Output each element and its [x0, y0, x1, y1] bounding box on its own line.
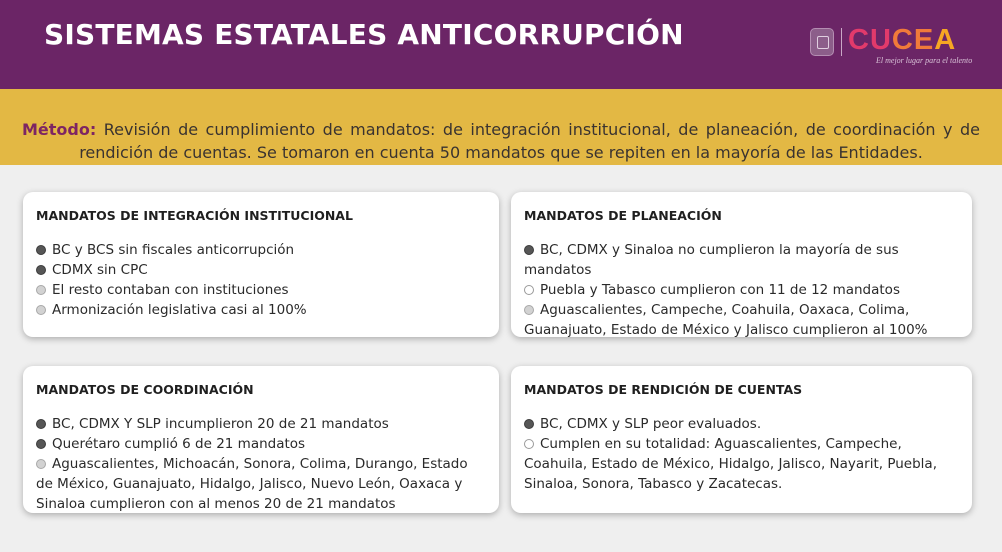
card-planeacion: [511, 192, 972, 337]
card-list: [36, 240, 487, 320]
list-item: [36, 240, 487, 260]
method-label: Método:: [22, 120, 97, 139]
card-title: MANDATOS DE COORDINACIÓN: [36, 382, 254, 397]
logo-tagline: El mejor lugar para el talento: [876, 56, 973, 65]
bullet-light-icon: [36, 285, 46, 295]
method-description: [22, 118, 980, 164]
list-item-text: BC, CDMX y SLP peor evaluados.: [540, 416, 762, 432]
list-item: [36, 434, 487, 454]
logo-divider: [841, 28, 842, 56]
list-item-text: BC, CDMX y Sinaloa no cumplieron la mayoría de sus mandatos: [524, 242, 899, 278]
list-item-text: Armonización legislativa casi al 100%: [52, 302, 307, 318]
list-item: [36, 260, 487, 280]
list-item-text: Aguascalientes, Campeche, Coahuila, Oaxaca, Colima, Guanajuato, Estado de México y Jalisco cumplieron al 100%: [524, 302, 928, 338]
list-item-text: Querétaro cumplió 6 de 21 mandatos: [52, 436, 306, 452]
list-item: [524, 240, 960, 280]
bullet-dark-icon: [36, 245, 46, 255]
list-item: [36, 414, 487, 434]
list-item: [36, 280, 487, 300]
list-item-text: Cumplen en su totalidad: Aguascalientes, Campeche, Coahuila, Estado de México, Hidalgo, Jalisco, Nayarit, Puebla, Sinaloa, Sonora, Tabasco y Zacatecas.: [524, 436, 937, 492]
list-item: [36, 300, 487, 320]
card-title: MANDATOS DE PLANEACIÓN: [524, 208, 722, 223]
bullet-dark-icon: [36, 419, 46, 429]
logo-wordmark: [848, 24, 956, 57]
bullet-dark-icon: [36, 439, 46, 449]
card-coordinacion: [23, 366, 499, 513]
list-item: [524, 280, 960, 300]
logo-word-part3: A: [934, 24, 957, 56]
list-item-text: Aguascalientes, Michoacán, Sonora, Colima, Durango, Estado de México, Guanajuato, Hidalgo, Jalisco, Nuevo León, Oaxaca y Sinaloa cumplieron con al menos 20 de 21 mandatos: [36, 456, 468, 512]
bullet-light-icon: [36, 305, 46, 315]
university-seal-icon: [810, 28, 834, 56]
bullet-white-icon: [524, 285, 534, 295]
bullet-white-icon: [524, 439, 534, 449]
list-item: [524, 434, 960, 494]
card-rendicion: [511, 366, 972, 513]
list-item-text: BC y BCS sin fiscales anticorrupción: [52, 242, 295, 258]
list-item-text: BC, CDMX Y SLP incumplieron 20 de 21 mandatos: [52, 416, 389, 432]
card-title: MANDATOS DE INTEGRACIÓN INSTITUCIONAL: [36, 208, 353, 223]
bullet-dark-icon: [36, 265, 46, 275]
card-title: MANDATOS DE RENDICIÓN DE CUENTAS: [524, 382, 803, 397]
cucea-logo: [810, 26, 980, 70]
card-list: [524, 414, 960, 494]
card-integracion: [23, 192, 499, 337]
list-item: [524, 414, 960, 434]
card-list: [524, 240, 960, 340]
logo-word-part1: CU: [848, 24, 892, 56]
list-item-text: El resto contaban con instituciones: [52, 282, 289, 298]
bullet-dark-icon: [524, 245, 534, 255]
method-text: Revisión de cumplimiento de mandatos: de integración institucional, de planeación, de coordinación y de rendición de cuentas. Se tomaron en cuenta 50 mandatos que se repiten en la mayoría de las Entidades.: [79, 120, 980, 162]
bullet-light-icon: [524, 305, 534, 315]
list-item: [36, 454, 487, 514]
bullet-dark-icon: [524, 419, 534, 429]
list-item-text: CDMX sin CPC: [52, 262, 148, 278]
list-item-text: Puebla y Tabasco cumplieron con 11 de 12 mandatos: [540, 282, 900, 298]
header-banner: [0, 0, 1002, 89]
method-banner: [0, 89, 1002, 165]
page-title: SISTEMAS ESTATALES ANTICORRUPCIÓN: [44, 18, 684, 51]
logo-word-part2: CE: [891, 24, 935, 56]
list-item: [524, 300, 960, 340]
card-list: [36, 414, 487, 514]
bullet-light-icon: [36, 459, 46, 469]
